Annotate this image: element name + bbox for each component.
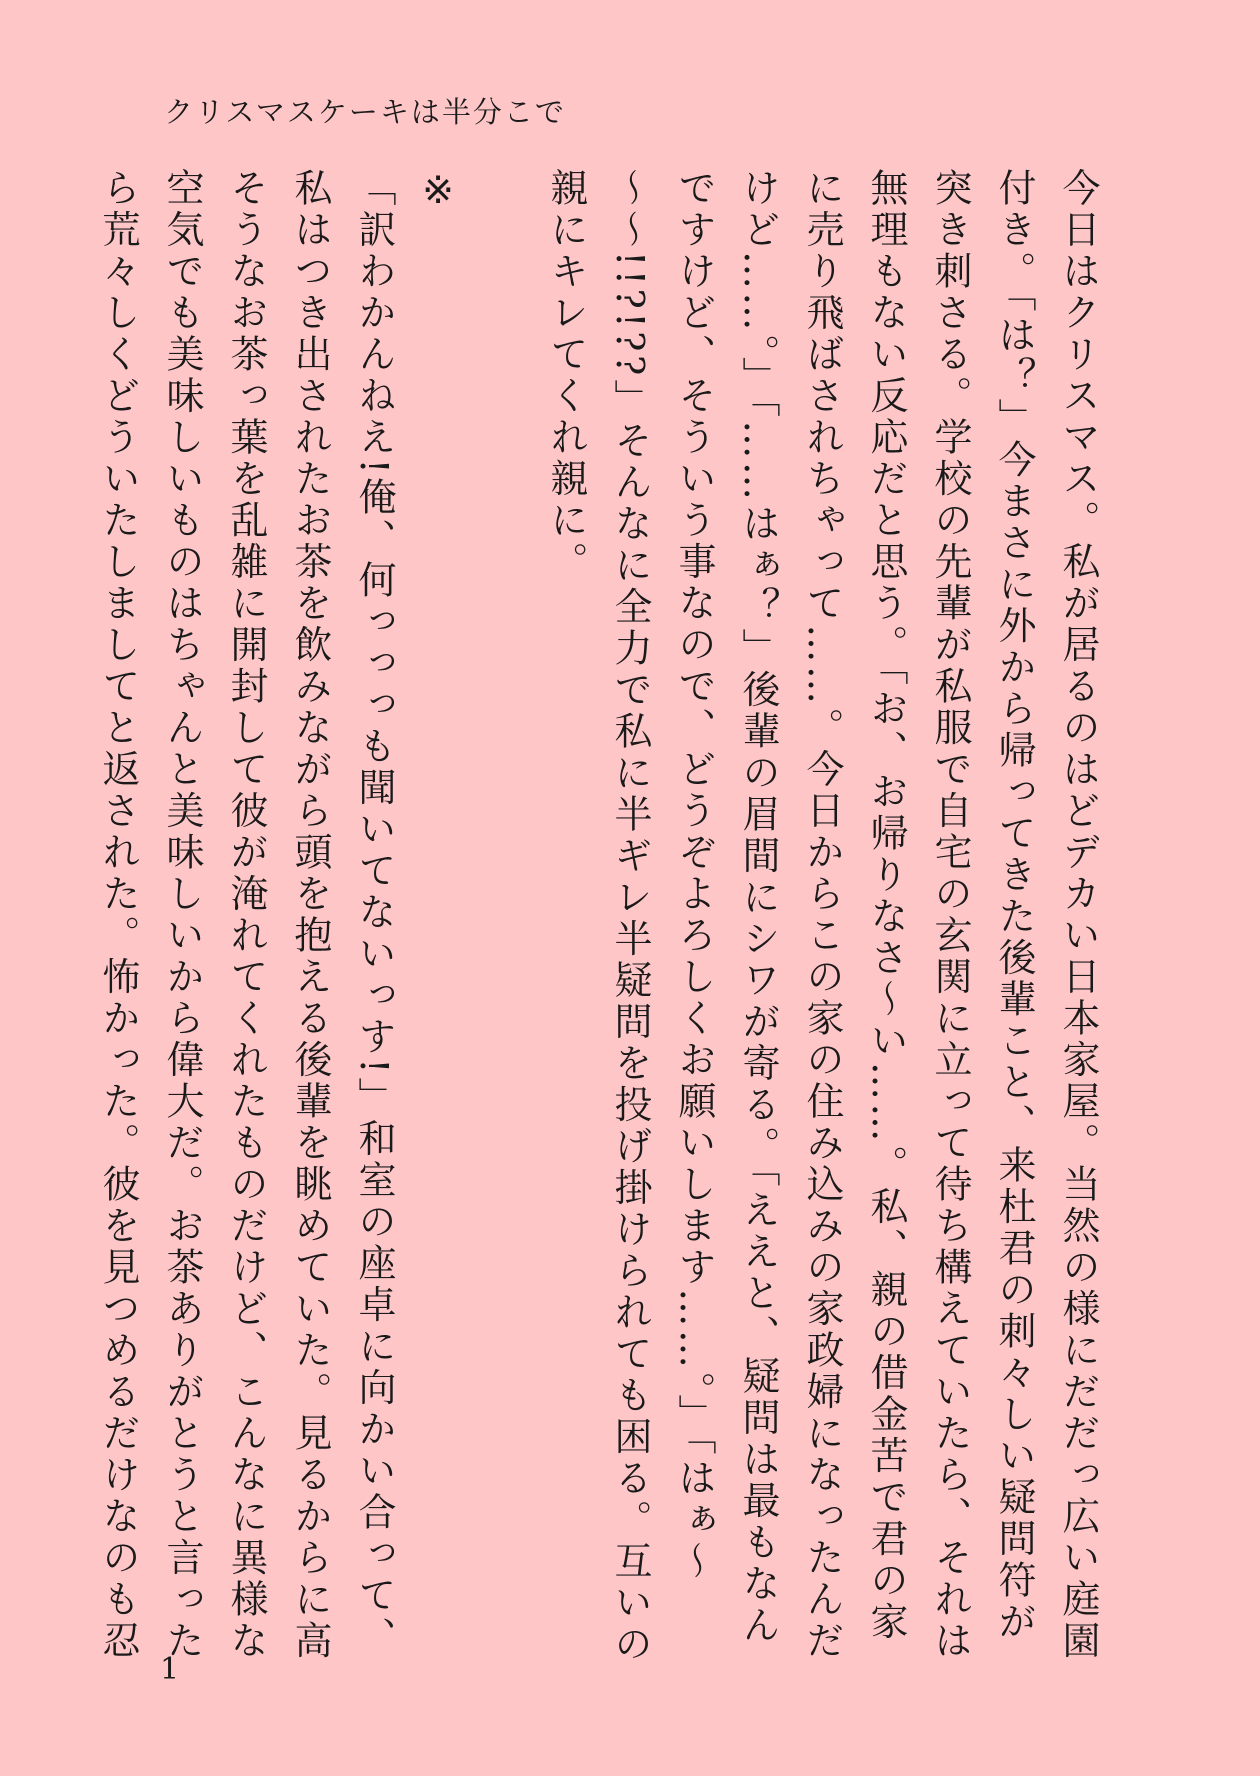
text-column: 今日はクリスマス。私が居るのはどデカい日本家屋。当然の様にだだっ広い庭園 bbox=[1056, 168, 1100, 1662]
vertical-body-text bbox=[96, 168, 1110, 1666]
text-column: 付き。「は？」今まさに外から帰ってきた後輩こと、来杜君の刺々しい疑問符が bbox=[992, 168, 1036, 1643]
text-column: ですけど、そういう事なので、どうぞよろしくお願いします……。」「はぁ〜 bbox=[672, 168, 716, 1583]
page-number: 1 bbox=[160, 1652, 180, 1687]
text-column: 「訳わかんねえ!俺、何っっっも聞いてないっす!」和室の座卓に向かい合って、 bbox=[352, 168, 396, 1659]
blank-column bbox=[470, 168, 534, 1598]
text-column: 親にキレてくれ親に。 bbox=[544, 168, 588, 583]
text-column: 〜〜!!?!??」そんなに全力で私に半ギレ半疑問を投げ掛けられても困る。互いの bbox=[608, 168, 652, 1666]
section-break-mark: ※ bbox=[416, 168, 460, 216]
text-column: 突き刺さる。学校の先輩が私服で自宅の玄関に立って待ち構えていたら、それは bbox=[928, 168, 972, 1662]
text-column: ら荒々しくどういたしましてと返された。怖かった。彼を見つめるだけなのも忍 bbox=[96, 168, 140, 1662]
text-column: けど……。」「……はぁ？」後輩の眉間にシワが寄る。「ええと、疑問は最もなん bbox=[736, 168, 780, 1647]
text-column: そうなお茶っ葉を乱雑に開封して彼が淹れてくれたものだけど、こんなに異様な bbox=[224, 168, 268, 1662]
text-column: 空気でも美味しいものはちゃんと美味しいから偉大だ。お茶ありがとうと言った bbox=[160, 168, 204, 1662]
running-header-title: クリスマスケーキは半分こで bbox=[164, 95, 566, 129]
text-column: 無理もない反応だと思う。「お、お帰りなさ〜い……。私、親の借金苦で君の家 bbox=[864, 168, 908, 1643]
text-column: 私はつき出されたお茶を飲みながら頭を抱える後輩を眺めていた。見るからに高 bbox=[288, 168, 332, 1662]
text-column: に売り飛ばされちゃって……。今日からこの家の住み込みの家政婦になったんだ bbox=[800, 168, 844, 1662]
